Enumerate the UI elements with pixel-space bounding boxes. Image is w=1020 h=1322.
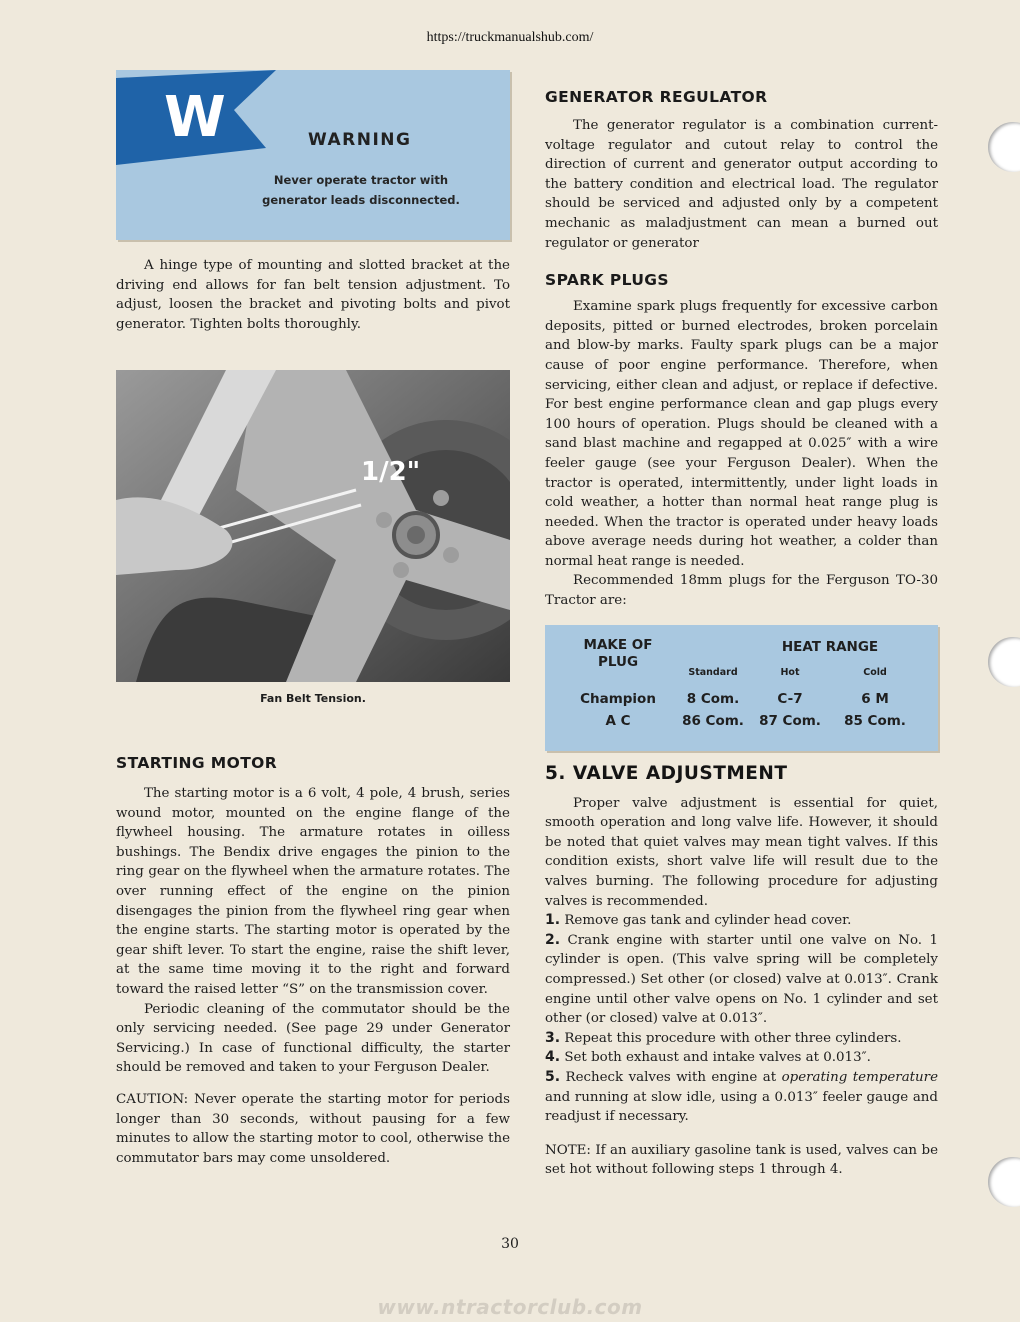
binder-hole: [988, 1157, 1020, 1207]
valve-step: [545, 911, 938, 931]
step-number: 5.: [545, 1068, 561, 1085]
photo-caption: Fan Belt Tension.: [260, 692, 366, 705]
table-header-make: MAKE OF PLUG: [583, 636, 653, 670]
binder-hole: [988, 637, 1020, 687]
watermark: www.ntractorclub.com: [377, 1295, 643, 1319]
step-text-pre: Recheck valves with engine at: [565, 1069, 777, 1085]
step-text: Crank engine with starter until one valve on No. 1 cylinder is open. (This valve spring will be completely compressed.) Set other (or closed) valve at 0.013″. Crank engine until other valve opens on No. 1 cylinder and set other (or closed) valve at 0.013″.: [545, 932, 939, 1027]
table-subheader-hot: Hot: [780, 666, 800, 678]
step-text-post: and running at slow idle, using a 0.013″ feeler gauge and readjust if necessary.: [545, 1089, 938, 1125]
spark-plugs-recommended: Recommended 18mm plugs for the Ferguson TO-30 Tractor are:: [545, 573, 938, 609]
valve-adjustment-intro: Proper valve adjustment is essential for quiet, smooth operation and long valve life. However, it should be noted that quiet valves may mean tight valves. If this condition exists, short valve life will result due to the valves burning. The following procedure for adjusting valves is recommended.: [545, 795, 938, 909]
step-number: 2.: [545, 931, 561, 948]
warning-box: [116, 70, 510, 240]
table-row-cold: 85 Com.: [844, 712, 906, 729]
warning-text: Never operate tractor with generator leads disconnected.: [262, 173, 460, 207]
step-text: Remove gas tank and cylinder head cover.: [564, 913, 852, 929]
step-text: Repeat this procedure with other three cylinders.: [564, 1030, 902, 1046]
table-row-make: Champion: [580, 690, 656, 707]
table-subheader-standard: Standard: [688, 666, 738, 678]
spark-plug-table: [545, 625, 938, 751]
valve-step: [545, 1048, 938, 1068]
binder-hole: [988, 122, 1020, 172]
warning-flag-icon: [116, 70, 276, 165]
photo-overlay-label: 1/2": [361, 457, 421, 487]
valve-note: NOTE: If an auxiliary gasoline tank is used, valves can be set hot without following steps 1 through 4.: [545, 1142, 938, 1178]
starting-motor-heading: STARTING MOTOR: [116, 754, 278, 772]
step-number: 4.: [545, 1049, 561, 1066]
valve-step: [545, 1068, 938, 1127]
table-row-standard: 8 Com.: [686, 690, 740, 707]
table-subheader-cold: Cold: [863, 666, 887, 678]
flag-letter: W: [164, 85, 226, 150]
starting-motor-paragraph-2: Periodic cleaning of the commutator should be the only servicing needed. (See page 29 under Generator Servicing.) In case of functional difficulty, the starter should be removed and taken to your Ferguson Dealer.: [116, 1001, 510, 1076]
step-number: 3.: [545, 1029, 561, 1046]
right-column: [545, 88, 938, 1180]
step-text: Set both exhaust and intake valves at 0.013″.: [564, 1050, 871, 1066]
valve-adjustment-heading: 5. VALVE ADJUSTMENT: [545, 762, 788, 784]
fan-belt-photo: [116, 370, 510, 682]
starting-motor-section: [116, 754, 510, 1168]
left-column: [116, 70, 510, 1166]
table-row-make: A C: [605, 712, 631, 729]
spark-plugs-heading: SPARK PLUGS: [545, 271, 669, 290]
spark-plugs-text: Examine spark plugs frequently for excessive carbon deposits, pitted or burned electrodes, broken porcelain and blow-by marks. Faulty spark plugs can be a major cause of poor engine performance. Therefore, when servicing, either clean and adjust, or replace if defective. For best engine performance clean and gap plugs every 100 hours of operation. Plugs should be cleaned with a sand blast machine and regapped at 0.025″ with a wire feeler gauge (see your Ferguson Dealer). When the tractor is operated, intermittently, under light loads in cold weather, a hotter than normal heat range plug is needed. When the tractor is operated under heavy loads above average needs during hot weather, a colder than normal heat range is needed.: [545, 299, 938, 569]
valve-step: [545, 931, 938, 1029]
table-row-standard: 86 Com.: [682, 712, 744, 729]
table-row-hot: C-7: [777, 690, 803, 707]
table-row-hot: 87 Com.: [759, 712, 821, 729]
generator-regulator-text: The generator regulator is a combination current-voltage regulator and cutout relay to control the direction of current and generator output according to the battery condition and electrical load. The regulator should be serviced and adjusted only by a competent mechanic as maladjustment can mean a burned out regulator or generator: [545, 118, 938, 251]
fan-belt-photo-illustration: [116, 370, 510, 682]
generator-regulator-heading: GENERATOR REGULATOR: [545, 88, 768, 106]
table-row-cold: 6 M: [861, 690, 889, 707]
valve-step: [545, 1029, 938, 1049]
page-number: 30: [501, 1236, 519, 1252]
generator-mounting-paragraph: A hinge type of mounting and slotted bracket at the driving end allows for fan belt tension adjustment. To adjust, loosen the bracket and pivoting bolts and pivot generator. Tighten bolts thoroughly.: [116, 258, 510, 332]
warning-title: WARNING: [308, 130, 412, 150]
table-header-heat-range: HEAT RANGE: [781, 638, 879, 655]
starting-motor-paragraph-1: The starting motor is a 6 volt, 4 pole, 4 brush, series wound motor, mounted on the engine flange of the flywheel housing. The armature rotates in oilless bushings. The Bendix drive engages the pinion to the ring gear on the flywheel when the armature rotates. The over running effect of the engine on the pinion disengages the pinion from the flywheel ring gear when the engine starts. The starting motor is operated by the gear shift lever. To start the engine, raise the shift lever, at the same time moving it to the right and forward toward the raised letter “S” on the transmission cover.: [116, 786, 510, 997]
starting-motor-caution: CAUTION: Never operate the starting motor for periods longer than 30 seconds, without pausing for a few minutes to allow the starting motor to cool, otherwise the commutator bars may come unsoldered.: [116, 1091, 510, 1166]
step-number: 1.: [545, 912, 561, 929]
url-header[interactable]: https://truckmanualshub.com/: [426, 30, 594, 45]
step-text-italic: operating temperature: [781, 1069, 939, 1085]
